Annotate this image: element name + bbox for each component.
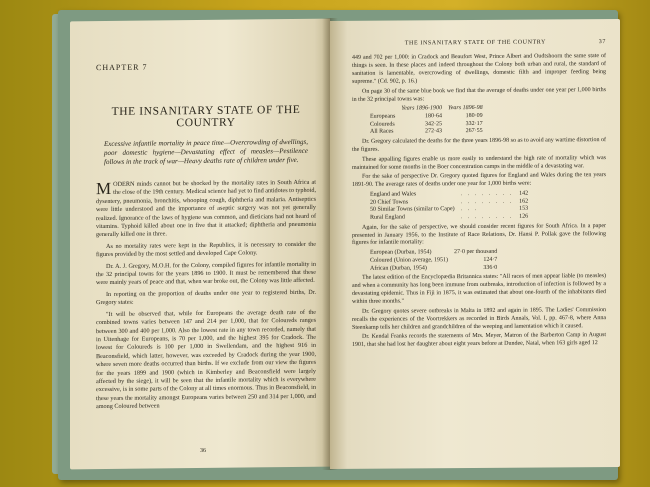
- paragraph: These appalling figures enable us more easily to understand the high rate of mortality which was maintained for some months in the Boer concentration camps in the middle of a devastating war.: [352, 154, 606, 171]
- right-page: [330, 19, 620, 469]
- paragraph: Again, for the sake of perspective, we should consider recent figures for South Africa. In a paper presented in January 1956, to the Institute of Race Relations, Dr. Hansi P. Pollak gave the following figures for infantile mortality:: [352, 222, 606, 247]
- running-head-title: THE INSANITARY STATE OF THE COUNTRY: [404, 39, 546, 47]
- chapter-synopsis: Excessive infantile mortality in peace time—Overcrowding of dwellings, poor domestic hygiene—Devastating effect of measles—Pestilence follows in the track of war—Heavy deaths rate of children under five.: [104, 137, 308, 167]
- left-page: [70, 19, 330, 470]
- paragraph: The latest edition of the Encyclopædia Britannica states: "All races of men appear liable (to measles) and when a community has long been immune from outbreaks, introduction of infection is followed by a devastating epidemic. Thus in Fiji in 1875, it was estimated that about one-fourth of the inhabitants died within three months.": [352, 273, 606, 305]
- paragraph: On page 30 of the same blue book we find that the average of deaths under one year per 1,000 births in the 32 principal towns was:: [352, 86, 606, 103]
- running-head: [352, 39, 606, 47]
- chapter-title: THE INSANITARY STATE OF THE COUNTRY: [111, 103, 301, 130]
- pollak-table: [370, 249, 503, 273]
- page-number-right: 37: [598, 39, 606, 46]
- table-row: Europeans 180·64 180·09: [370, 112, 483, 120]
- paragraph: As no mortality rates were kept in the Republics, it is necessary to consider the figures provided by the most settled and developed Cape Colony.: [96, 240, 316, 259]
- table-row: Rural England . . . . . . . . 126: [370, 213, 529, 221]
- paragraph: 449 and 702 per 1,000: in Cradock and Beaufort West, Prince Albert and Oudtshoorn the same state of things is seen. In these places and indeed throughout the Colony both urban and rural, the standard of sanitation is lamentable, overcrowding of dwellings, domestic filth and improper feeding being supreme." (Cd. 902, p. 16.): [352, 53, 606, 85]
- paragraph: MODERN minds cannot but be shocked by the mortality rates in South Africa at the close of the 19th century. Medical science had yet to find antidotes to typhoid, dysentery, pneumonia, bronchitis, whooping cough, diphtheria and malaria. Antiseptics were little understood and the importance of aseptic surgery was not yet generally realized. Ignorance of the laws of hygiene was common, and dieticians had not heard of vitamins. Typhoid killed about one in five that it attacked; diphtheria and pneumonia generally killed one in three.: [96, 178, 316, 239]
- table-row: European (Durban, 1954) 27·0 per thousand: [370, 249, 498, 257]
- drop-cap: M: [96, 178, 112, 199]
- paragraph: Dr. Gregory calculated the deaths for the three years 1896-98 so as to avoid any wartime distortion of the figures.: [352, 136, 606, 153]
- england-table: [370, 191, 534, 223]
- paragraph: For the sake of perspective Dr. Gregory quoted figures for England and Wales during the ten years 1891-90. The average rates of deaths under one year for 1,000 births were:: [352, 172, 606, 189]
- paragraph: In reporting on the proportion of deaths under one year to registered births, Dr. Gregory states:: [96, 288, 316, 307]
- table-row: 20 Chief Towns . . . . . . . . 162: [370, 198, 529, 206]
- table-row: 50 Similar Towns (similar to Cape) . . . 153: [370, 206, 529, 214]
- paragraph: Dr. Gregory quotes severe outbreaks in Malta in 1892 and again in 1895. The Ladies' Commission recalls the experiences of the Voortrekkers as recorded in Birds Annals, Vol. I, pp. 467-8, where Anna Steenkamp tells her children and grandchildren of the weeping and lamentation which it caused.: [352, 306, 606, 331]
- chapter-label: CHAPTER 7: [96, 62, 148, 73]
- table-row: England and Wales . . . . . . . . 142: [370, 190, 529, 198]
- paragraph: Dr. Kendal Franks records the statements of Mrs. Meyer, Matron of the Barberton Camp in August 1901, that she had lost her daughter about eight years before at Dundee, Natal, when 163 girls aged 12: [352, 332, 606, 349]
- table-row: Coloured (Union average, 1951) 124·7: [370, 256, 498, 264]
- mortality-table: Years 1896-1900 Years 1896-98 Europeans 180·64 180·09 Coloureds 342·25 332·17 All Races 272·43 267·55: [370, 105, 489, 136]
- table-row: African (Durban, 1954) 336·0: [370, 264, 498, 272]
- paragraph: Dr. A. J. Gregory, M.O.H. for the Colony, compiled figures for infantile mortality in the 32 principal towns for the years 1896 to 1900. It must be remembered that these were mainly years of peace and that, when war broke out, the Colony was little affected.: [96, 260, 316, 287]
- page-number-left: 36: [200, 447, 206, 454]
- table-row: Coloureds 342·25 332·17: [370, 120, 483, 128]
- quote-paragraph: "It will be observed that, while for Europeans the average death rate of the combined towns varies between 147 and 214 per 1,000, that for Coloureds ranges between 300 and 400 per 1,000. Also the lowest rate in any town recorded, namely that in Uitenhage for Europeans, is 70 per 1,000, and the highest 395 for Cradock. The lowest for Coloureds is 100 per 1,000 in Swellendam, and the highest 916 in Beaconsfield, which latter, however, was exceeded by Cradock during the year 1900, where seven more deaths occurred than births. If we exclude from our view the figures for the years 1899 and 1900 (which in Kimberley and Beaconsfield were largely affected by the siege), it will be seen that the infantile mortality which is everywhere excessive, is in some parts of the Colony at all times enormous. Thus in Beaconsfield, in these years the mortality amongst Europeans varies between 250 and 314 per 1,000, and among Coloured between: [96, 308, 316, 411]
- table-row: All Races 272·43 267·55: [370, 128, 483, 135]
